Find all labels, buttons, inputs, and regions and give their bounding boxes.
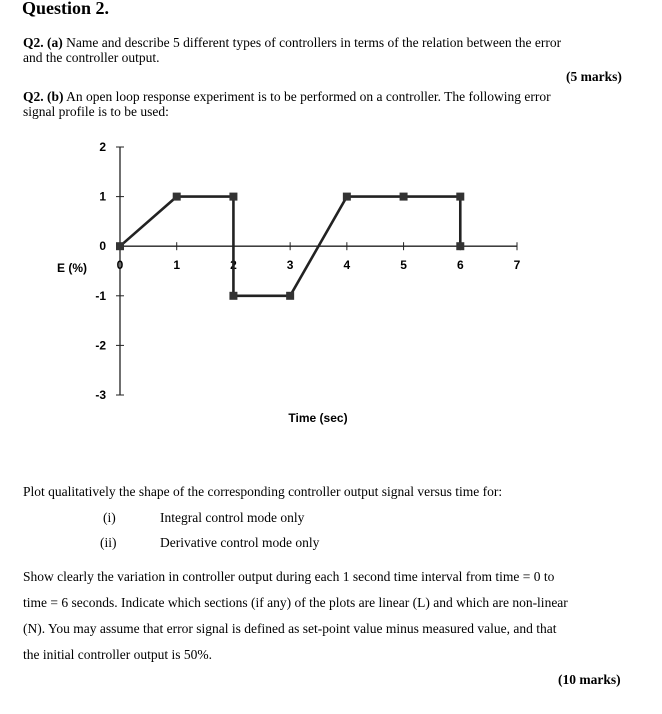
item-num-1: (i)	[103, 510, 116, 525]
x-tick-label: 2	[230, 258, 237, 273]
q2a-marks: (5 marks)	[566, 69, 622, 84]
data-point	[456, 193, 464, 201]
q2b-line2: signal profile is to be used:	[23, 104, 169, 119]
y-tick-label: -3	[95, 388, 106, 402]
data-point	[173, 193, 181, 201]
x-axis-label: Time (sec)	[288, 411, 348, 425]
y-tick-label: 1	[99, 189, 106, 204]
data-point	[229, 292, 237, 300]
plot-prompt: Plot qualitatively the shape of the corresponding controller output signal versus time for:	[23, 484, 503, 499]
item-num-2: (ii)	[100, 535, 117, 550]
x-tick-label: 1	[173, 258, 181, 273]
x-tick-label: 3	[286, 258, 294, 273]
q2a-line1: Q2. (a) Name and describe 5 different types of controllers in terms of the relation between the error	[23, 35, 562, 50]
data-point	[343, 193, 351, 201]
x-tick-label: 5	[400, 258, 407, 273]
para-line-3: (N). You may assume that error signal is defined as set-point value minus measured value, and that	[23, 621, 557, 636]
para-line-1: Show clearly the variation in controller output during each 1 second time interval from time = 0 to	[23, 569, 555, 584]
x-tick-label: 7	[513, 258, 521, 273]
y-tick-label: 2	[99, 140, 106, 154]
data-point	[116, 242, 124, 250]
x-tick-label: 4	[343, 258, 351, 273]
item-text-2: Derivative control mode only	[160, 535, 320, 550]
question-title: Question 2.	[22, 0, 110, 18]
y-tick-label: -1	[95, 288, 106, 303]
q2b-line1: Q2. (b) An open loop response experiment is to be performed on a controller. The following error	[23, 89, 551, 104]
y-axis-label: E (%)	[57, 261, 87, 275]
x-tick-label: 0	[116, 258, 124, 273]
x-tick-label: 6	[456, 258, 464, 273]
marks-b: (10 marks)	[558, 672, 621, 687]
para-line-4: the initial controller output is 50%.	[23, 647, 212, 662]
data-point	[456, 242, 464, 250]
item-text-1: Integral control mode only	[160, 510, 305, 525]
data-point	[229, 193, 237, 201]
data-point	[400, 193, 408, 201]
para-line-2: time = 6 seconds. Indicate which sections (if any) of the plots are linear (L) and which are non-linear	[23, 595, 568, 610]
y-tick-label: -2	[95, 338, 106, 353]
data-point	[286, 292, 294, 300]
q2a-line2: and the controller output.	[23, 50, 160, 65]
y-tick-label: 0	[99, 239, 106, 254]
